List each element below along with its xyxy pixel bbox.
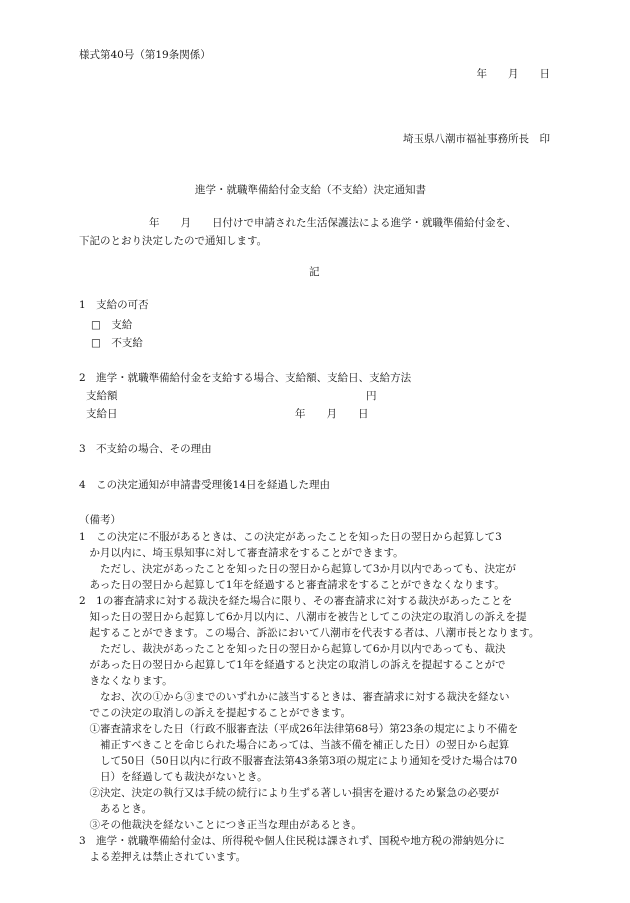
notes-heading: （備考） <box>79 514 121 526</box>
note-line: よる差押えは禁止されています。 <box>79 851 247 863</box>
pay-date-label: 支給日 <box>86 408 118 420</box>
note-line: ③その他裁決を経ないことにつき正当な理由があるとき。 <box>79 819 362 831</box>
note-line: 2 1の審査請求に対する裁決を経た場合に限り、その審査請求に対する裁決があったことを <box>79 595 513 607</box>
note-line: ②決定、決定の執行又は手続の続行により生ずる著しい損害を避けるため緊急の必要が <box>79 787 499 799</box>
intro-line-2: 下記のとおり決定したので通知します。 <box>79 235 268 247</box>
note-line: 1 この決定に不服があるときは、この決定があったことを知った日の翌日から起算して3 <box>79 531 502 543</box>
note-line: でこの決定の取消しの訴えを提起することができます。 <box>79 707 352 719</box>
note-line: 起することができます。この場合、訴訟において八潮市を代表する者は、八潮市長となります。 <box>79 627 540 639</box>
section3-heading: 3 不支給の場合、その理由 <box>79 443 212 455</box>
note-line: ①審査請求をした日（行政不服審査法（平成26年法律第68号）第23条の規定により不備を <box>79 723 519 735</box>
note-line: か月以内に、埼玉県知事に対して審査請求をすることができます。 <box>79 547 404 559</box>
note-line: あった日の翌日から起算して1年を経過すると審査請求をすることができなくなります。 <box>79 579 505 591</box>
option-fushikyu: □ 不支給 <box>91 337 143 349</box>
document-title: 進学・就職準備給付金支給（不支給）決定通知書 <box>195 184 426 196</box>
amount-label: 支給額 <box>86 390 118 402</box>
note-line: 補正すべきことを命じられた場合にあっては、当該不備を補正した日）の翌日から起算 <box>79 739 510 751</box>
note-line: があった日の翌日から起算して1年を経過すると決定の取消しの訴えを提起することがで <box>79 659 506 671</box>
issuer: 埼玉県八潮市福祉事務所長 印 <box>403 133 550 145</box>
section2-heading: 2 進学・就職準備給付金を支給する場合、支給額、支給日、支給方法 <box>79 372 412 384</box>
section4-heading: 4 この決定通知が申請書受理後14日を経過した理由 <box>79 479 331 491</box>
form-number: 様式第40号（第19条関係） <box>79 49 211 61</box>
note-line: きなくなります。 <box>79 675 173 687</box>
note-line: ただし、決定があったことを知った日の翌日から起算して3か月以内であっても、決定が <box>79 563 516 575</box>
ki-label: 記 <box>309 266 320 278</box>
section1-heading: 1 支給の可否 <box>79 299 149 311</box>
intro-line-1: 年 月 日付けで申請された生活保護法による進学・就職準備給付金を、 <box>149 217 517 229</box>
note-line: 日）を経過しても裁決がないとき。 <box>79 771 268 783</box>
note-line: あるとき。 <box>79 803 153 815</box>
option-shikyu: □ 支給 <box>91 319 133 331</box>
note-line: 3 進学・就職準備給付金は、所得税や個人住民税は課されず、国税や地方税の滞納処分に <box>79 835 505 847</box>
amount-unit: 円 <box>366 390 377 402</box>
note-line: して50日（50日以内に行政不服審査法第43条第3項の規定により通知を受けた場合は70 <box>79 755 518 767</box>
note-line: なお、次の①から③までのいずれかに該当するときは、審査請求に対する裁決を経ない <box>79 691 510 703</box>
note-line: 知った日の翌日から起算して6か月以内に、八潮市を被告としてこの決定の取消しの訴えを提 <box>79 611 527 623</box>
pay-date-value: 年 月 日 <box>295 408 369 420</box>
note-line: ただし、裁決があったことを知った日の翌日から起算して6か月以内であっても、裁決 <box>79 643 506 655</box>
date-line: 年 月 日 <box>476 68 550 80</box>
